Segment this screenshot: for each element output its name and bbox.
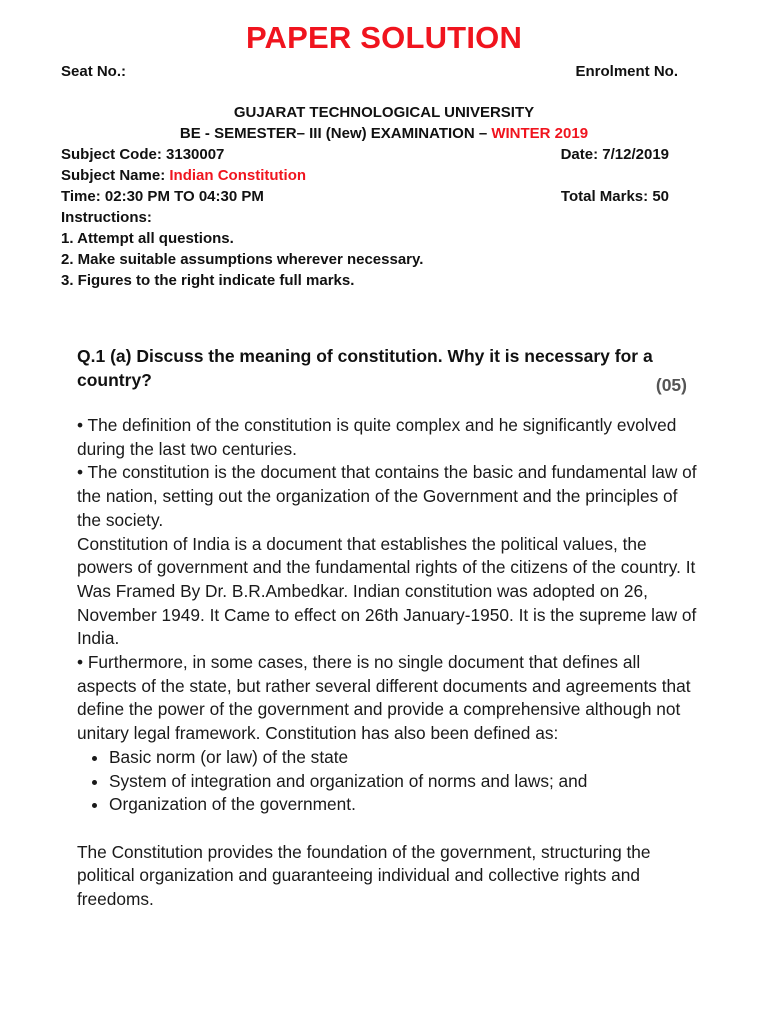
instruction-3: 3. Figures to the right indicate full marks. bbox=[61, 272, 355, 289]
answer-paragraph-2: • The constitution is the document that contains the basic and fundamental law of the nation, setting out the organization of the Government and the principles of the society. bbox=[77, 462, 697, 530]
definition-list bbox=[77, 746, 697, 817]
instructions-label: Instructions: bbox=[61, 209, 152, 226]
list-item: • System of integration and organization of norms and laws; and bbox=[109, 770, 697, 794]
instruction-1: 1. Attempt all questions. bbox=[61, 230, 234, 247]
university-name: GUJARAT TECHNOLOGICAL UNIVERSITY bbox=[233, 104, 535, 121]
enrolment-no-label: Enrolment No. bbox=[575, 63, 678, 80]
exam-time: Time: 02:30 PM TO 04:30 PM bbox=[61, 188, 264, 205]
question-marks: (05) bbox=[655, 375, 687, 395]
answer-paragraph-3: Constitution of India is a document that establishes the political values, the powers of government and the fundamental rights of the citizens of the country. It Was Framed By Dr. B.R.Ambedkar. Indian constitution was adopted on 26, November 1949. It Came to effect on 26th January-1950. It is the supreme law of India. bbox=[77, 533, 697, 649]
question-text: Q.1 (a) Discuss the meaning of constitution. Why it is necessary for a country? bbox=[77, 346, 653, 390]
instruction-2: 2. Make suitable assumptions wherever necessary. bbox=[61, 251, 424, 268]
total-marks: Total Marks: 50 bbox=[560, 188, 669, 205]
exam-title bbox=[0, 123, 768, 144]
exam-session: WINTER 2019 bbox=[491, 125, 589, 142]
answer-body bbox=[77, 414, 697, 912]
answer-paragraph-1: • The definition of the constitution is quite complex and he significantly evolved during the last two centuries. bbox=[77, 415, 677, 459]
subject-code: Subject Code: 3130007 bbox=[61, 146, 225, 163]
subject-name-line bbox=[61, 165, 306, 186]
subject-name-label: Subject Name: bbox=[61, 167, 170, 184]
seat-no-label: Seat No.: bbox=[61, 63, 127, 80]
exam-date: Date: 7/12/2019 bbox=[560, 146, 669, 163]
exam-title-prefix: BE - SEMESTER– III (New) EXAMINATION – bbox=[179, 125, 492, 142]
page-title: PAPER SOLUTION bbox=[245, 20, 523, 55]
list-item: • Basic norm (or law) of the state bbox=[109, 746, 697, 770]
subject-name-value: Indian Constitution bbox=[169, 167, 307, 184]
answer-paragraph-4: • Furthermore, in some cases, there is no single document that defines all aspects of the state, but rather several different documents and agreements that define the power of the government and provide a comprehensive although not unitary legal framework. Constitution has also been defined as: bbox=[77, 652, 691, 744]
list-item: • Organization of the government. bbox=[109, 793, 697, 817]
answer-paragraph-5: The Constitution provides the foundation of the government, structuring the political organization and guaranteeing individual and collective rights and freedoms. bbox=[77, 841, 651, 910]
